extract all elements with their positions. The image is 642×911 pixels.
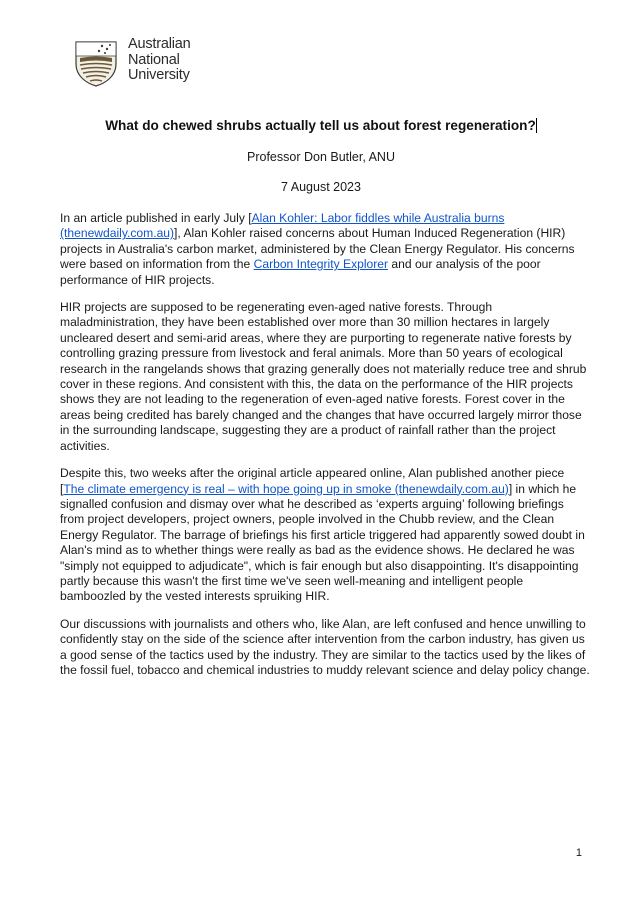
document-title	[0, 118, 642, 133]
paragraph-1	[60, 211, 590, 288]
paragraph-1-text-c: and our analysis of the poor performance of HIR projects.	[60, 257, 541, 287]
paragraph-3-text-a: Despite this, two weeks after the original article appeared online, Alan published another piece [	[60, 466, 565, 496]
paragraph-1-text-a: In an article published in early July [	[60, 211, 252, 225]
link-carbon-integrity-explorer[interactable]: Carbon Integrity Explorer	[253, 257, 389, 272]
link-kohler-labor-fiddles[interactable]: Alan Kohler: Labor fiddles while Australia burns (thenewdaily.com.au)	[60, 211, 505, 241]
text-cursor	[536, 118, 537, 133]
paragraph-3-text-b: ] in which he signalled confusion and dismay over what he described as ‘experts arguing’ following briefings from project developers, project owners, people involved in the Chubb review, and the Clean Energy Regulator. The barrage of briefings his first article triggered had apparently sowed doubt in Alan's mind as to whether things were really as bad as the evidence shows. He declared he was "simply not equipped to adjudicate", which is fair enough but also disappointing. It's disappointing partly because this wasn't the first time we've seen well-meaning and intelligent people bamboozled by the vested interests spruiking HIR.	[60, 481, 585, 604]
wordmark-line-1: Australian	[128, 36, 191, 52]
paragraph-1-text-b: ], Alan Kohler raised concerns about Human Induced Regeneration (HIR) projects in Australia's carbon market, administered by the Clean Energy Regulator. His concerns were based on information from the	[60, 226, 575, 272]
link-climate-emergency[interactable]: The climate emergency is real – with hope going up in smoke (thenewdaily.com.au)	[63, 481, 509, 496]
university-wordmark	[128, 37, 190, 84]
paragraph-4: Our discussions with journalists and others who, like Alan, are left confused and hence unwilling to confidently stay on the side of the science after intervention from the carbon industry, has given us a good sense of the tactics used by the industry. They are similar to the tactics used by the likes of the fossil fuel, tobacco and chemical industries to muddy relevant science and delay policy change.	[60, 616, 590, 677]
paragraph-2: HIR projects are supposed to be regenerating even-aged native forests. Through maladministration, they have been established over more than 30 million hectares in largely uncleared desert and semi-arid areas, where they are purporting to regenerate native forests by controlling grazing pressure from livestock and feral animals. More than 50 years of ecological research in the rangelands shows that grazing generally does not materially reduce tree and shrub cover in these regions. And consistent with this, the data on the performance of the HIR projects shows they are not leading to the regeneration of even-aged native forests. Forest cover in the areas being credited has barely changed and the changes that have occurred largely mirror those in the surrounding landscape, suggesting they are a product of rainfall rather than the project activities.	[60, 300, 587, 453]
wordmark-line-3: University	[128, 67, 190, 83]
page-number: 1	[575, 847, 582, 859]
document-title-text: What do chewed shrubs actually tell us about forest regeneration?	[105, 118, 536, 133]
document-body	[60, 211, 590, 690]
document-author: Professor Don Butler, ANU	[247, 150, 395, 164]
wordmark-line-2: National	[128, 51, 180, 68]
anu-crest-icon	[72, 38, 120, 88]
document-date: 7 August 2023	[281, 180, 361, 194]
paragraph-3	[60, 466, 590, 605]
anu-logo	[68, 36, 204, 88]
